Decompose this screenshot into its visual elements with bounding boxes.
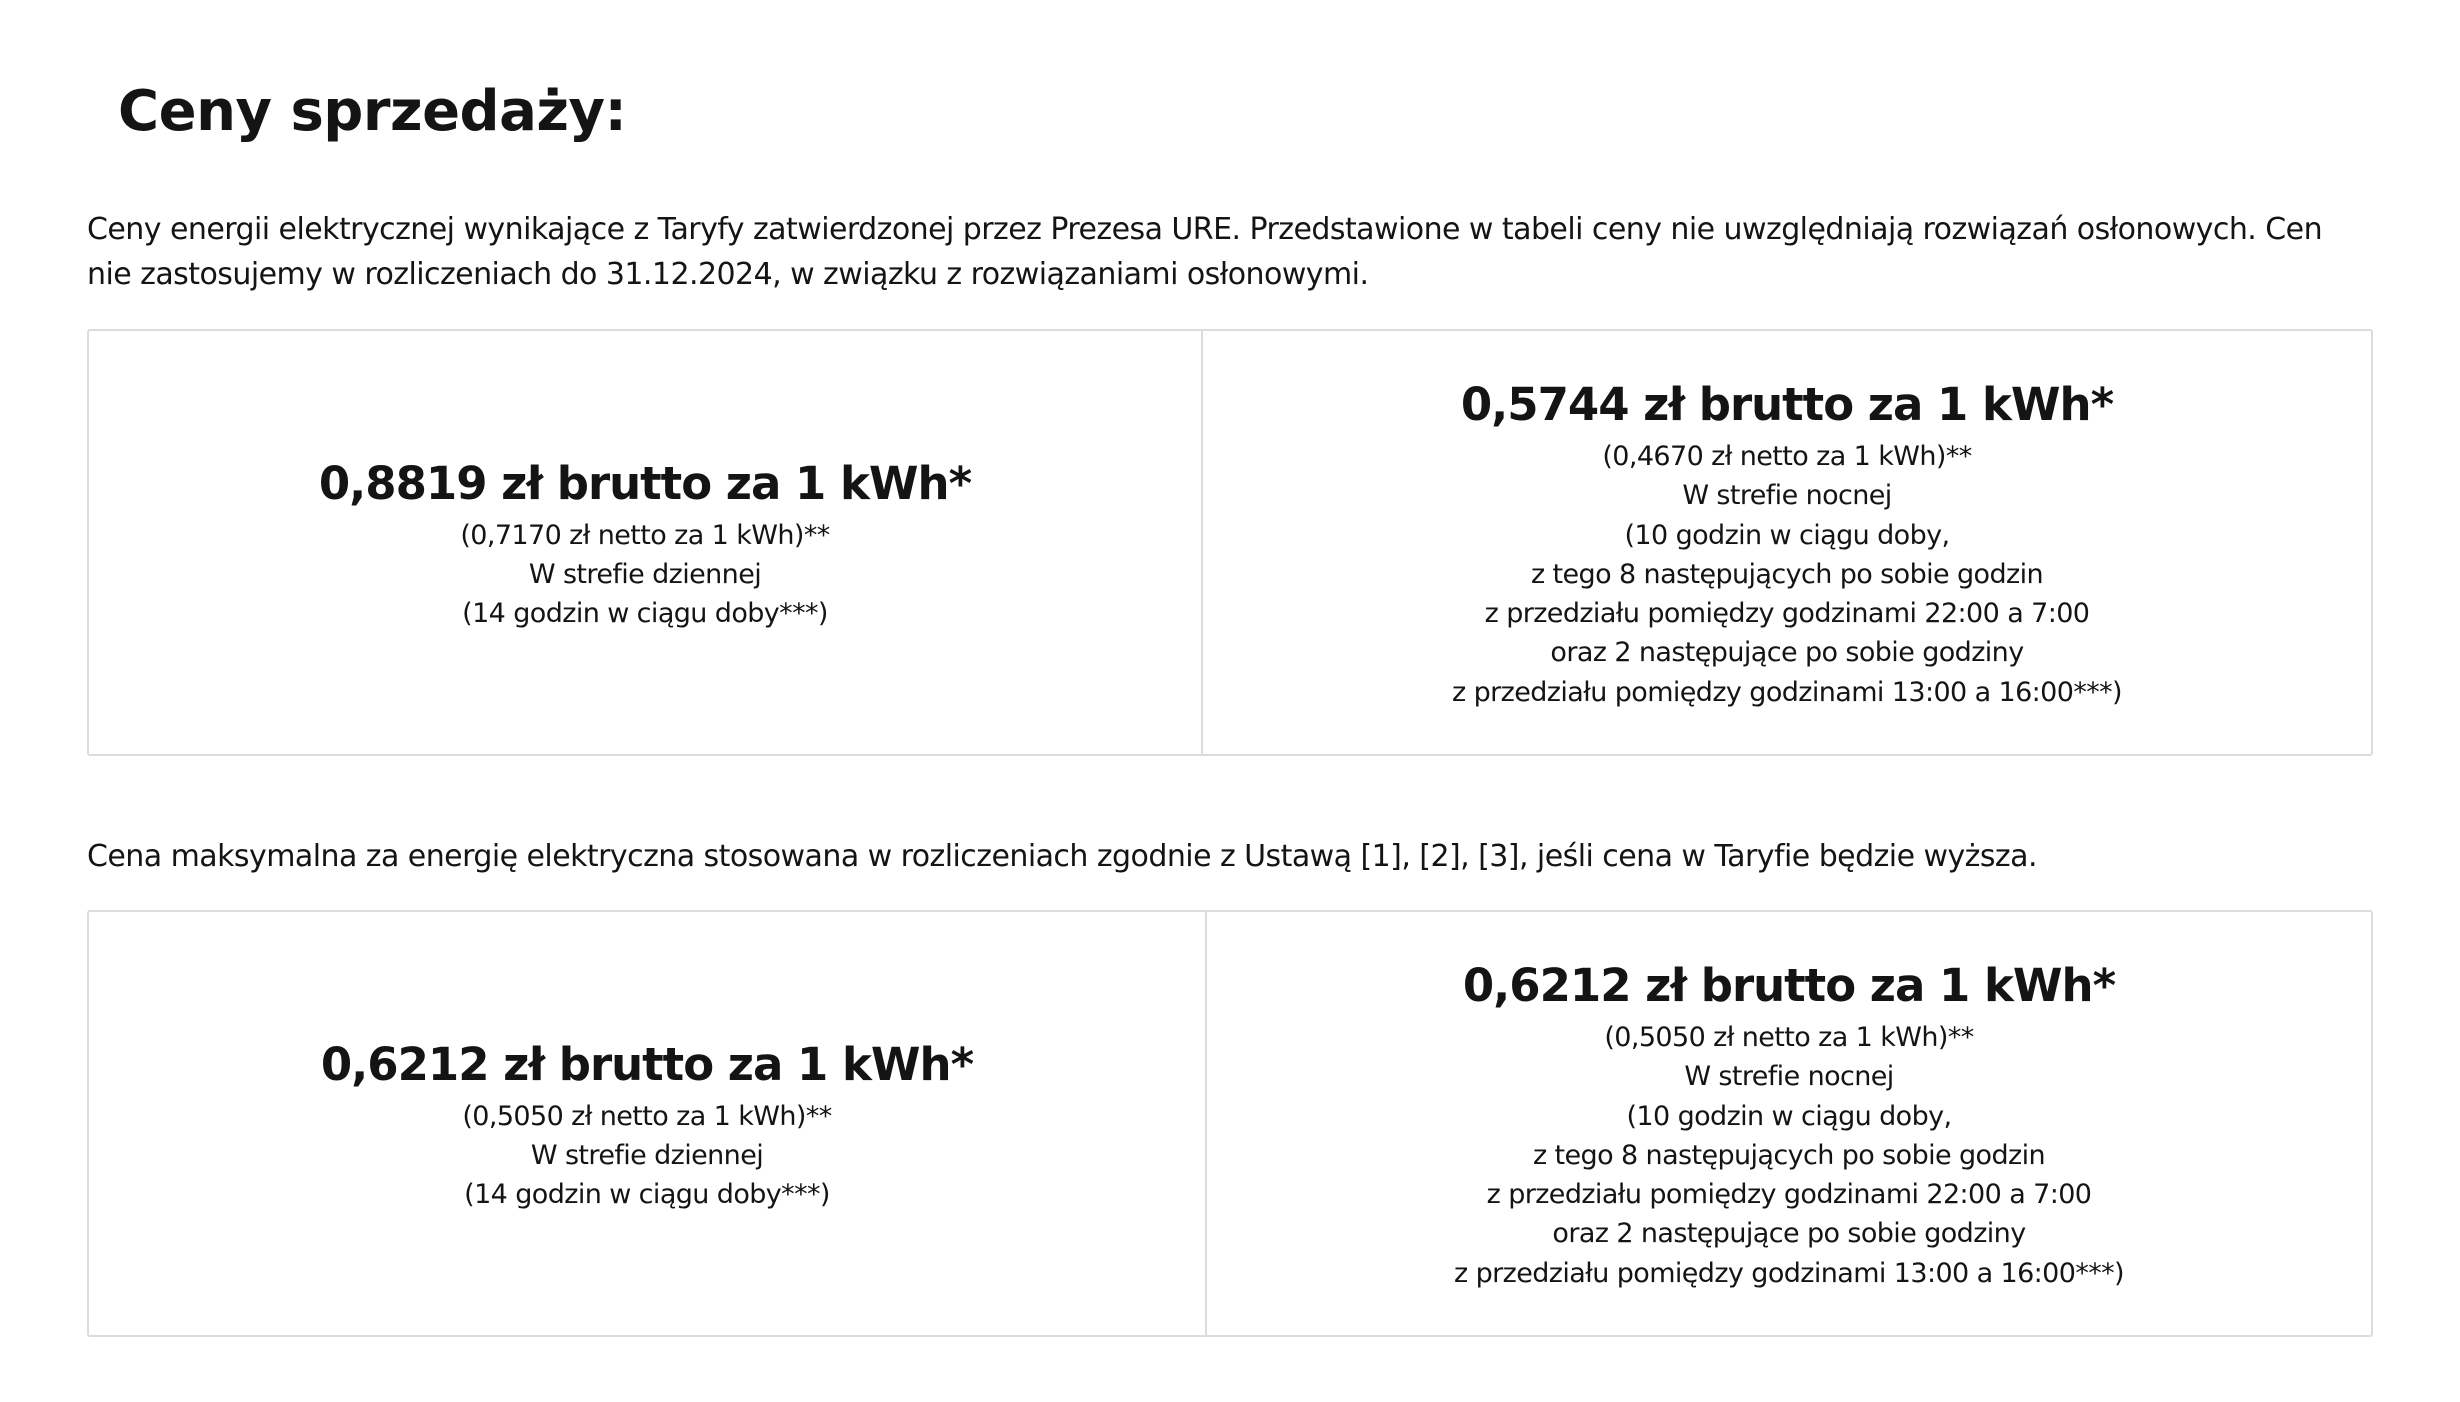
day-zone-label: W strefie dziennej: [530, 1139, 764, 1171]
night-zone-label: W strefie nocnej: [1682, 480, 1892, 512]
night-zone-detail: oraz 2 następujące po sobie godziny: [1550, 637, 2024, 669]
day-gross-price: 0,8819 zł brutto za 1 kWh*: [318, 456, 972, 510]
day-zone-cell: [89, 331, 1203, 754]
day-net-price: (0,7170 zł netto za 1 kWh)**: [460, 519, 830, 551]
night-gross-price: 0,6212 zł brutto za 1 kWh*: [1462, 958, 2116, 1012]
page-title: Ceny sprzedaży:: [118, 79, 627, 144]
night-gross-price: 0,5744 zł brutto za 1 kWh*: [1460, 377, 2114, 431]
night-zone-detail: z przedziału pomiędzy godzinami 13:00 a 16:00***): [1452, 676, 2122, 708]
day-zone-hours: (14 godzin w ciągu doby***): [462, 598, 828, 630]
night-zone-detail: z przedziału pomiędzy godzinami 13:00 a 16:00***): [1454, 1257, 2124, 1289]
night-net-price: (0,5050 zł netto za 1 kWh)**: [1604, 1021, 1974, 1053]
intro-text: Ceny energii elektrycznej wynikające z Taryfy zatwierdzonej przez Prezesa URE. Przedstawione w tabeli ceny nie uwzględniają rozwiązań osłonowych. Cen nie zastosujemy w rozliczeniach do 31.12.2024, w związku z rozwiązaniami osłonowymi.: [87, 212, 2323, 292]
night-zone-detail: oraz 2 następujące po sobie godziny: [1552, 1218, 2026, 1250]
day-zone-cell: [89, 912, 1207, 1335]
day-zone-hours: (14 godzin w ciągu doby***): [464, 1179, 830, 1211]
night-zone-detail: z przedziału pomiędzy godzinami 22:00 a 7:00: [1486, 1179, 2092, 1211]
night-net-price: (0,4670 zł netto za 1 kWh)**: [1602, 440, 1972, 472]
night-zone-cell: [1203, 331, 2371, 754]
day-gross-price: 0,6212 zł brutto za 1 kWh*: [320, 1037, 974, 1091]
night-zone-detail: z tego 8 następujących po sobie godzin: [1533, 1139, 2045, 1171]
day-zone-label: W strefie dziennej: [528, 558, 762, 590]
night-zone-label: W strefie nocnej: [1684, 1061, 1894, 1093]
tariff-price-table: [87, 329, 2373, 756]
night-zone-detail: z przedziału pomiędzy godzinami 22:00 a 7:00: [1484, 598, 2090, 630]
night-zone-hours: (10 godzin w ciągu doby,: [1624, 519, 1950, 551]
day-net-price: (0,5050 zł netto za 1 kWh)**: [462, 1100, 832, 1132]
night-zone-detail: z tego 8 następujących po sobie godzin: [1531, 558, 2043, 590]
max-price-table: [87, 910, 2373, 1337]
night-zone-cell: [1207, 912, 2371, 1335]
night-zone-hours: (10 godzin w ciągu doby,: [1626, 1100, 1952, 1132]
max-price-note: Cena maksymalna za energię elektryczna stosowana w rozliczeniach zgodnie z Ustawą [1], [2], [3], jeśli cena w Taryfie będzie wyższa.: [87, 839, 2037, 874]
